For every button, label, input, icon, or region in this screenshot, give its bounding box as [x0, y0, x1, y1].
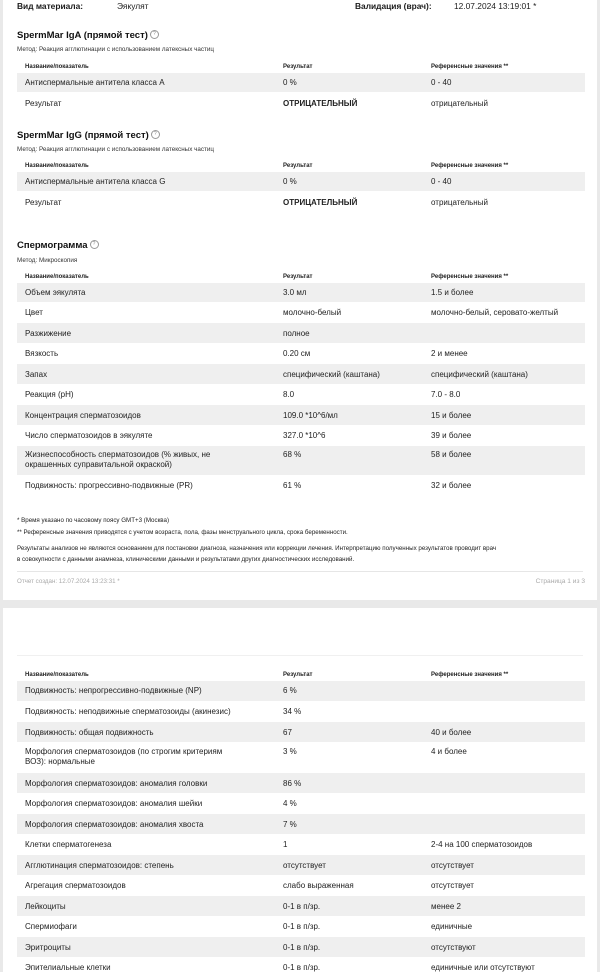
table-row: Цвет молочно-белый молочно-белый, серовато-желтый	[25, 308, 559, 317]
table-row: Агрегация сперматозоидов слабо выраженная отсутствует	[25, 881, 474, 890]
report-page-2	[3, 608, 597, 972]
table-row: Лейкоциты 0-1 в п/зр. менее 2	[17, 896, 585, 916]
table-spermogram	[17, 272, 585, 497]
section-method-iga: Метод: Реакция агглютинации с использованием латексных частиц	[17, 46, 215, 53]
column-name: Название/показатель	[25, 64, 89, 70]
table-row: Подвижность: прогрессивно-подвижные (PR) 61 % 32 и более	[25, 481, 472, 490]
section-title-spermogram: Спермограмма ?	[17, 240, 99, 251]
table-row: Морфология сперматозоидов (по строгим критериям ВОЗ): нормальные 3 % 4 и более	[25, 747, 467, 766]
table-iga	[17, 62, 585, 113]
table-spermogram-continued	[17, 670, 585, 972]
table-igg	[17, 161, 585, 212]
table-row: Вязкость 0.20 см 2 и менее	[25, 349, 468, 358]
table-row: Клетки сперматогенеза 1 2-4 на 100 сперматозоидов	[25, 840, 533, 849]
table-row: Результат ОТРИЦАТЕЛЬНЫЙ отрицательный	[25, 99, 488, 108]
table-row: Морфология сперматозоидов: аномалия шейки 4 %	[25, 799, 297, 808]
validation-label: Валидация (врач):	[355, 1, 432, 11]
table-row: Запах специфический (каштана) специфический (каштана)	[17, 364, 585, 384]
table-header: Название/показатель Результат Референсные значения **	[25, 274, 509, 280]
table-row: Спермиофаги 0-1 в п/зр. единичные	[25, 922, 473, 931]
info-icon[interactable]: ?	[151, 130, 160, 139]
section-method-spermogram: Метод: Микроскопия	[17, 257, 78, 264]
report-page-1	[3, 0, 597, 600]
validation-field	[355, 1, 537, 11]
info-icon[interactable]: ?	[90, 240, 99, 249]
table-row: Подвижность: непрогрессивно-подвижные (NP) 6 %	[17, 681, 585, 701]
section-title-iga: SpermMar IgA (прямой тест) ?	[17, 30, 159, 41]
table-row: Объем эякулята 3.0 мл 1.5 и более	[17, 283, 585, 302]
reference-note: ** Референсные значения приводятся с учетом возраста, пола, фазы менструального цикла, срока беременности.	[17, 529, 348, 536]
table-row: Результат ОТРИЦАТЕЛЬНЫЙ отрицательный	[25, 198, 488, 207]
table-row: Эритроциты 0-1 в п/зр. отсутствуют	[17, 937, 585, 957]
table-header: Название/показатель Результат Референсные значения **	[25, 163, 509, 169]
footer-divider	[17, 571, 583, 572]
table-header	[17, 62, 585, 73]
table-row: Антиспермальные антитела класса G 0 % 0 - 40	[17, 172, 585, 191]
table-row: Эпителиальные клетки 0-1 в п/зр. единичные или отсутствуют	[25, 963, 535, 972]
material-value: Эякулят	[117, 1, 149, 11]
table-row: Число сперматозоидов в эякуляте 327.0 *10^6 39 и более	[25, 431, 472, 440]
report-created: Отчет создан: 12.07.2024 13:23:31 *	[17, 578, 120, 585]
table-row: Подвижность: неподвижные сперматозоиды (акинезис) 34 %	[25, 707, 302, 716]
validation-value: 12.07.2024 13:19:01 *	[454, 1, 537, 11]
section-method-igg: Метод: Реакция агглютинации с использованием латексных частиц	[17, 146, 215, 153]
table-row: Подвижность: общая подвижность 67 40 и более	[17, 722, 585, 742]
timezone-note: * Время указано по часовому поясу GMT+3 (Москва)	[17, 517, 170, 524]
header-divider	[17, 655, 583, 656]
table-row: Реакция (pH) 8.0 7.0 - 8.0	[25, 390, 461, 399]
table-header: Название/показатель Результат Референсные значения **	[25, 672, 509, 678]
column-result: Результат	[283, 64, 313, 70]
info-icon[interactable]: ?	[150, 30, 159, 39]
section-title-igg: SpermMar IgG (прямой тест) ?	[17, 130, 160, 141]
table-row: Разжижение полное	[17, 323, 585, 343]
disclaimer: Результаты анализов не являются основанием для постановки диагноза, назначения или коррекции лечения. Интерпретацию полученных результатов проводит врач в совокупности с данными анамнеза, клиническими данными и результатами других диагностических исследований.	[17, 545, 497, 563]
material-field	[17, 1, 149, 11]
column-reference: Референсные значения **	[431, 64, 509, 70]
table-row: Жизнеспособность сперматозоидов (% живых, не окрашенных суправитальной окраской) 68 % 58 и более	[17, 446, 585, 475]
page-number: Страница 1 из 3	[535, 578, 585, 585]
table-row: Антиспермальные антитела класса A 0 % 0 - 40	[17, 73, 585, 92]
material-label: Вид материала:	[17, 1, 84, 11]
table-row: Агглютинация сперматозоидов: степень отсутствует отсутствует	[17, 855, 585, 875]
table-row: Концентрация сперматозоидов 109.0 *10^6/мл 15 и более	[17, 405, 585, 425]
table-row: Морфология сперматозоидов: аномалия головки 86 %	[17, 773, 585, 793]
table-row: Морфология сперматозоидов: аномалия хвоста 7 %	[17, 814, 585, 834]
